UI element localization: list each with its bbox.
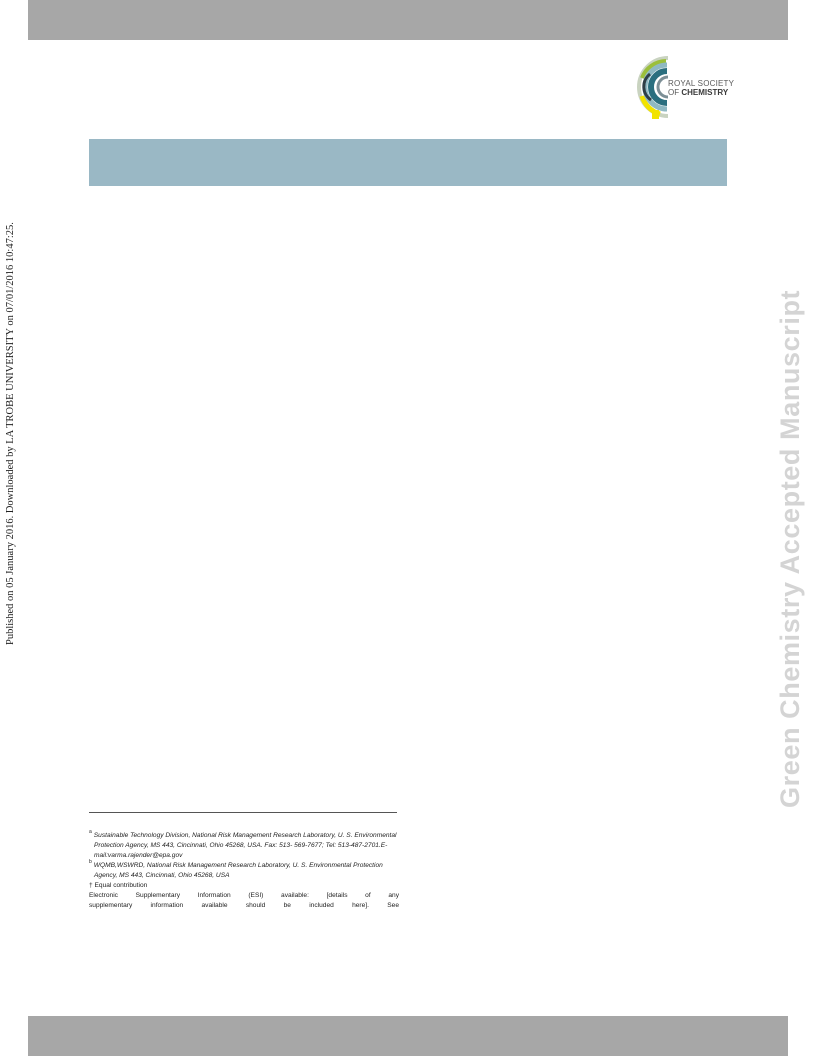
download-stamp: Published on 05 January 2016. Downloaded by LA TROBE UNIVERSITY on 07/01/2016 10:47:25. (5, 222, 16, 645)
footnote-b-marker: b (89, 859, 92, 865)
logo-line-1: ROYAL SOCIETY (668, 79, 735, 88)
footnote-b-text: WQMB,WSWRD, National Risk Management Research Laboratory, U. S. Environmental Protection Agency, MS 443, Cincinnati, Ohio 45268, USA (93, 862, 383, 879)
footnote-esi-line-2: supplementary information available should be included here]. See (89, 902, 399, 909)
footnote-esi-line-1: Electronic Supplementary Information (ESI) available: [details of any (89, 892, 399, 899)
logo-line-2-bold: CHEMISTRY (681, 88, 729, 97)
footnote-a (89, 831, 399, 861)
footnote-a-marker: a (89, 829, 92, 835)
footnote-a-text: Sustainable Technology Division, National Risk Management Research Laboratory, U. S. Environmental Protection Agency, MS 443, Cincinnati, Ohio 45268, USA. Fax: 513- 569-7677; Tel: 513-487-2701.E-mail:varma.rajender@epa.gov (93, 832, 397, 859)
bottom-frame-bar (28, 1016, 788, 1056)
affiliation-footnotes (89, 831, 399, 911)
publisher-logo (630, 52, 734, 122)
accepted-manuscript-watermark: Green Chemistry Accepted Manuscript (775, 289, 805, 808)
footnote-equal-contribution: † Equal contribution (89, 882, 148, 889)
footnote-divider (89, 812, 397, 813)
logo-line-2-prefix: OF (668, 88, 682, 97)
publisher-logo-text (668, 79, 734, 97)
title-banner (89, 139, 727, 186)
footnote-b (89, 861, 399, 881)
logo-line-2 (668, 88, 734, 97)
top-frame-bar (28, 0, 788, 40)
